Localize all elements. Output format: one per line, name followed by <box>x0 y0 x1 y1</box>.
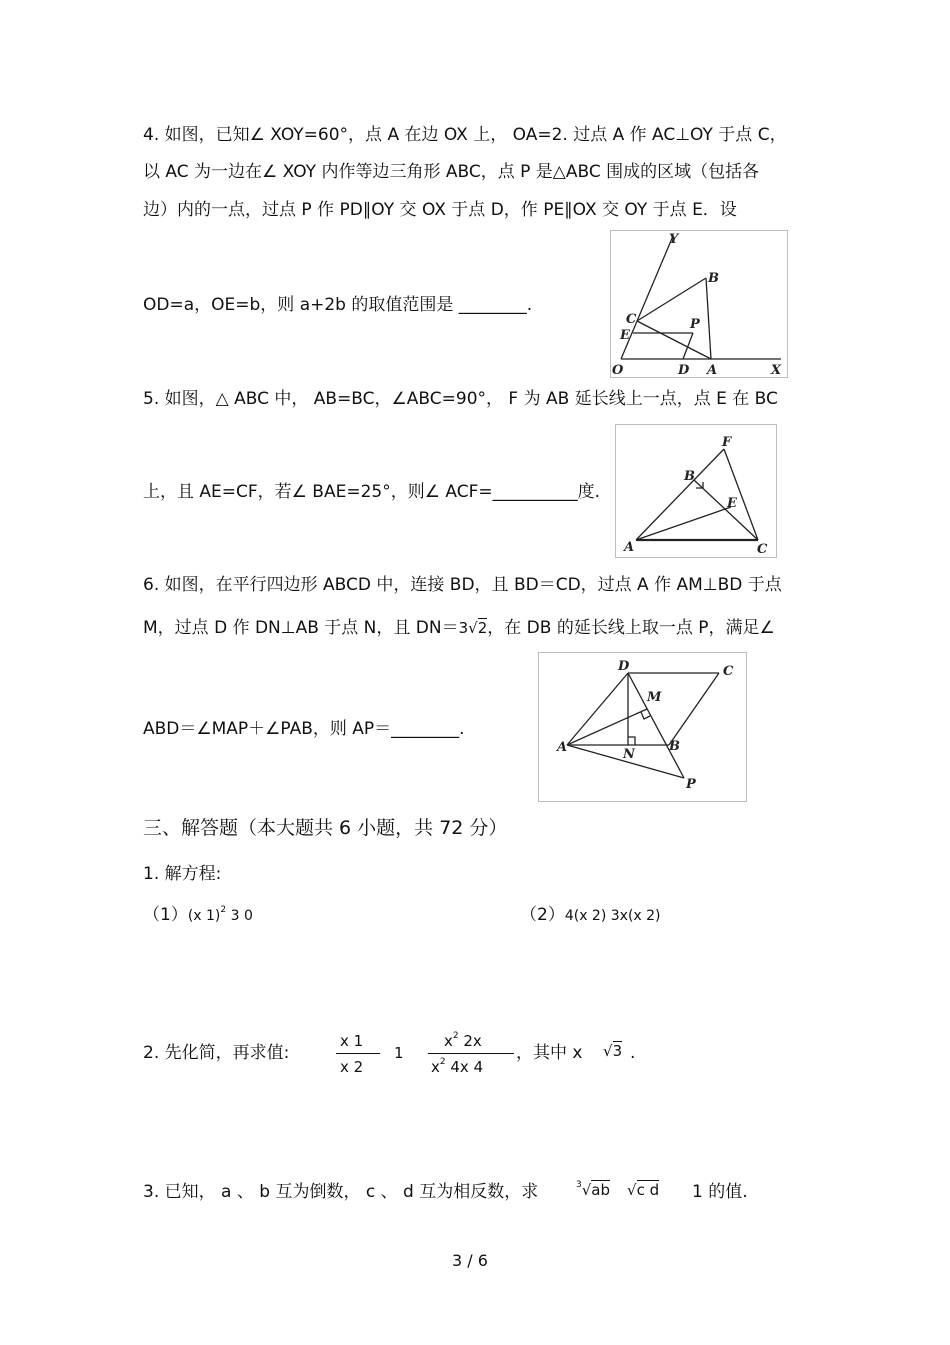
q4-label-O: O <box>612 363 624 377</box>
section-3-title: 三、解答题（本大题共 6 小题，共 72 分） <box>143 817 508 839</box>
q6-label-N: N <box>623 747 635 762</box>
q4-label-X: X <box>771 363 782 377</box>
q6-label-D: D <box>618 659 630 674</box>
q5-label-A: A <box>624 540 635 555</box>
q4-label-P: P <box>690 317 700 332</box>
q6-figure <box>538 652 747 802</box>
q6-label-C: C <box>723 664 734 679</box>
q4-line-4: OD=a，OE=b，则 a+2b 的取值范围是 ________. <box>143 295 533 315</box>
q5-label-B: B <box>684 469 695 484</box>
s2-frac1-bar <box>336 1053 380 1054</box>
q4-line-1: 4. 如图，已知∠ XOY=60°，点 A 在边 OX 上， OA=2. 过点 A 作 AC⊥OY 于点 C， <box>143 125 787 145</box>
q6-radical: 3√2 <box>458 619 488 637</box>
q6-label-A: A <box>557 740 568 755</box>
s3-cube-root: $^3$√ab <box>576 1180 611 1199</box>
q5-label-C: C <box>757 542 768 557</box>
s2-frac2-bar <box>428 1053 514 1054</box>
q6-label-B: B <box>669 739 680 754</box>
s2-suffix: ，其中 x <box>516 1043 583 1063</box>
s1-part-1-label: （1） <box>143 905 188 925</box>
q5-label-E: E <box>727 496 737 511</box>
s2-frac1-den: x 2 <box>340 1058 364 1076</box>
s3-suffix: 1 的值. <box>692 1182 748 1202</box>
q6-line-2-text-b: ，在 DB 的延长线上取一点 P，满足∠ <box>487 618 775 638</box>
s2-frac2-num: $x^2$ 2x <box>444 1031 482 1050</box>
s1-title: 1. 解方程: <box>143 864 222 884</box>
q4-label-C: C <box>626 312 637 327</box>
q6-line-2 <box>143 617 775 639</box>
q5-line-1: 5. 如图，△ ABC 中， AB=BC，∠ABC=90°， F 为 AB 延长线上一点，点 E 在 BC <box>143 389 778 409</box>
s2-frac2-den: $x^2$ 4x 4 <box>431 1057 484 1076</box>
q4-label-D: D <box>678 363 690 377</box>
s1-part-2-label: （2） <box>520 905 565 925</box>
q5-label-F: F <box>722 435 732 450</box>
q4-line-2: 以 AC 为一边在∠ XOY 内作等边三角形 ABC，点 P 是△ABC 围成的区域（包括各 <box>143 162 760 182</box>
q6-label-P: P <box>686 777 696 792</box>
q6-line-3: ABD＝∠MAP＋∠PAB，则 AP＝________. <box>143 719 465 739</box>
q4-label-Y: Y <box>669 232 679 247</box>
q4-label-E: E <box>620 328 630 343</box>
q5-line-2: 上，且 AE=CF，若∠ BAE=25°，则∠ ACF=__________度. <box>143 482 600 502</box>
q5-figure <box>615 424 777 558</box>
s1-part-2 <box>520 904 661 927</box>
s3-square-root: √c d <box>627 1181 660 1199</box>
s3-prefix: 3. 已知， a 、 b 互为倒数， c 、 d 互为相反数，求 <box>143 1182 539 1202</box>
q6-label-M: M <box>647 690 662 705</box>
s2-sqrt: √3 <box>603 1042 623 1060</box>
q6-line-2-text-a: M，过点 D 作 DN⊥AB 于点 N，且 DN＝ <box>143 618 459 638</box>
s2-one: 1 <box>394 1044 404 1062</box>
page-number: 3 / 6 <box>452 1251 488 1270</box>
s1-part-1 <box>143 904 253 929</box>
s2-prefix: 2. 先化简，再求值: <box>143 1043 290 1063</box>
s2-frac1-num: x 1 <box>340 1032 364 1050</box>
q4-line-3: 边）内的一点，过点 P 作 PD∥OY 交 OX 于点 D，作 PE∥OX 交 OY 于点 E．设 <box>143 200 737 220</box>
s1-part-1-expr: (x 1)$^2$ 3 0 <box>187 905 253 924</box>
q4-figure <box>610 230 788 378</box>
q6-line-1: 6. 如图，在平行四边形 ABCD 中，连接 BD，且 BD＝CD，过点 A 作 AM⊥BD 于点 <box>143 575 782 595</box>
q4-label-A: A <box>707 363 718 377</box>
q4-label-B: B <box>708 271 719 286</box>
s1-part-2-expr: 4(x 2) 3x(x 2) <box>564 908 661 924</box>
s2-end: . <box>630 1043 636 1063</box>
